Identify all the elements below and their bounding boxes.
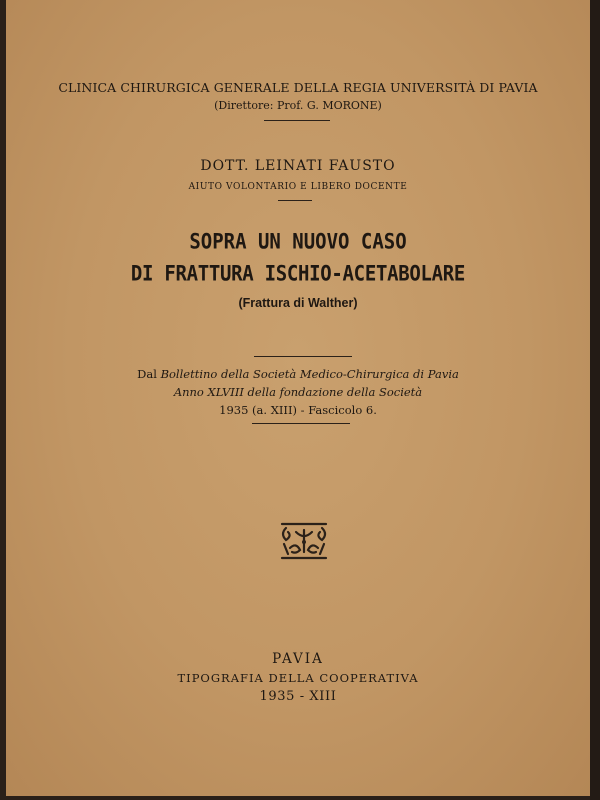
divider <box>252 423 350 424</box>
author-role: AIUTO VOLONTARIO E LIBERO DOCENTE <box>188 182 408 192</box>
divider <box>254 356 352 357</box>
subtitle: (Frattura di Walther) <box>238 296 358 310</box>
imprint-date: 1935 - XIII <box>259 689 337 704</box>
source-line-2: Anno XLVIII della fondazione della Società <box>173 385 423 399</box>
divider <box>278 200 312 201</box>
director-line: (Direttore: Prof. G. MORONE) <box>214 99 382 112</box>
document-page <box>6 0 590 796</box>
divider <box>264 120 330 121</box>
title-line-1: SOPRA UN NUOVO CASO <box>189 229 407 255</box>
source-line-3: 1935 (a. XIII) - Fascicolo 6. <box>219 403 377 417</box>
imprint-city: PAVIA <box>272 651 324 667</box>
imprint-printer: TIPOGRAFIA DELLA COOPERATIVA <box>177 671 419 685</box>
author-name: DOTT. LEINATI FAUSTO <box>200 158 396 174</box>
page-edge-shadow <box>590 0 600 800</box>
institution-heading: CLINICA CHIRURGICA GENERALE DELLA REGIA UNIVERSITÀ DI PAVIA <box>58 80 538 95</box>
source-line-1 <box>6 367 590 381</box>
bulletin-name: Bollettino della Società Medico-Chirurgica di Pavia <box>160 367 459 381</box>
title-line-2: DI FRATTURA ISCHIO-ACETABOLARE <box>130 261 466 287</box>
ornamental-vignette-icon <box>276 518 332 564</box>
source-prefix: Dal <box>137 367 157 381</box>
